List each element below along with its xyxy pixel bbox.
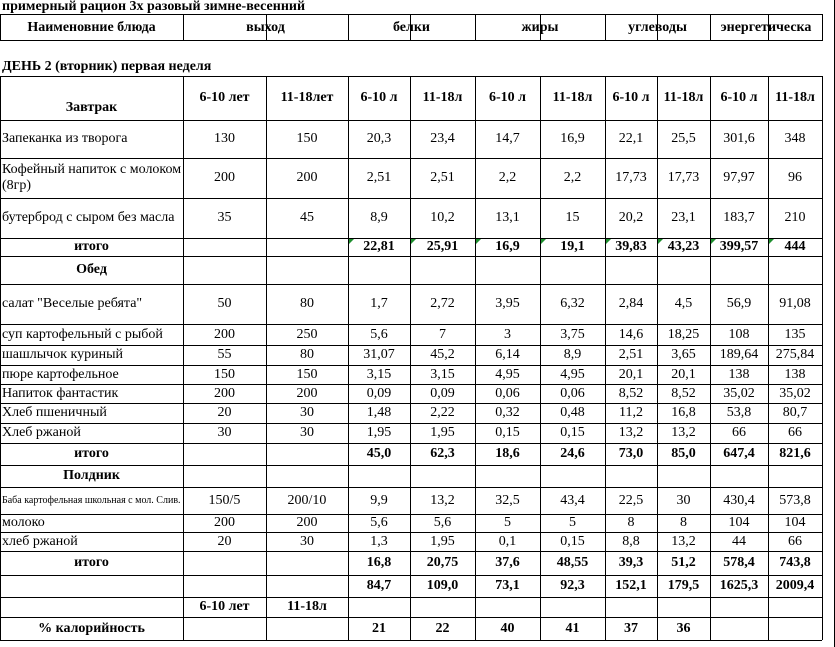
total-value: 73,0	[618, 446, 644, 461]
grid-line	[0, 597, 822, 598]
value-cell: 2,2	[563, 170, 582, 185]
value-cell: 20,1	[671, 366, 696, 382]
value-cell: 200	[214, 326, 235, 342]
dish-name: Напиток фантастик	[2, 385, 119, 401]
value-cell: 1,95	[430, 533, 455, 549]
value-cell: 97,97	[723, 170, 755, 185]
calorie-value: 41	[565, 620, 580, 636]
value-cell: 135	[784, 326, 806, 342]
value-cell: 15	[565, 210, 580, 225]
total-value: 24,6	[560, 446, 585, 461]
value-cell: 32,5	[495, 492, 520, 508]
formula-indicator-icon	[658, 239, 663, 244]
value-cell: 80,7	[782, 405, 808, 420]
value-cell: 31,07	[363, 347, 395, 362]
age-group-header: 6-10 л	[488, 90, 527, 105]
dish-name: Баба картофельная школьная с мол. Слив.	[2, 494, 181, 506]
value-cell: 20,1	[618, 366, 644, 382]
age-group-header: 11-18л	[663, 90, 704, 105]
value-cell: 35,02	[723, 385, 755, 401]
value-cell: 1,95	[430, 425, 455, 440]
value-cell: 22,5	[618, 492, 644, 508]
meal-heading-lunch: Обед	[76, 262, 107, 277]
age-group-header: 11-18л	[775, 90, 815, 105]
value-cell: 1,95	[366, 425, 392, 440]
formula-indicator-icon	[476, 239, 481, 244]
value-cell: 150/5	[208, 492, 241, 508]
age-group-header: 6-10 л	[360, 90, 398, 105]
value-cell: 430,4	[723, 492, 755, 508]
value-cell: 17,73	[615, 170, 647, 185]
value-cell: 0,15	[495, 425, 520, 440]
value-cell: 20,2	[618, 210, 644, 225]
formula-indicator-icon	[711, 239, 716, 244]
value-cell: 53,8	[726, 405, 752, 420]
dish-name: молоко	[2, 515, 45, 530]
value-cell: 30	[676, 492, 691, 508]
total-value: 45,0	[366, 446, 392, 461]
value-cell: 2,84	[618, 296, 644, 311]
value-cell: 20	[217, 405, 232, 420]
value-cell: 44	[732, 533, 746, 549]
value-cell: 50	[217, 296, 232, 311]
grid-line	[0, 640, 822, 641]
total-value: 43,23	[667, 239, 700, 254]
value-cell: 66	[732, 425, 746, 440]
value-cell: 104	[728, 515, 750, 530]
value-cell: 14,6	[618, 326, 644, 342]
total-value: 20,75	[426, 555, 459, 570]
value-cell: 80	[300, 347, 314, 362]
value-cell: 8,52	[671, 385, 696, 401]
value-cell: 2,51	[366, 170, 392, 185]
value-cell: 5	[504, 515, 511, 530]
grid-line	[822, 76, 823, 640]
day-total-value: 92,3	[560, 578, 585, 593]
total-value: 743,8	[779, 555, 811, 570]
value-cell: 1,48	[366, 405, 392, 420]
dish-name: салат "Веселые ребята"	[2, 296, 143, 311]
value-cell: 17,73	[667, 170, 700, 185]
column-header: белки	[392, 19, 431, 35]
value-cell: 301,6	[723, 131, 755, 146]
value-cell: 0,32	[495, 405, 520, 420]
calorie-value: 22	[435, 620, 450, 636]
value-cell: 20	[217, 533, 232, 549]
value-cell: 55	[217, 347, 232, 362]
value-cell: 13,1	[495, 210, 520, 225]
value-cell: 22,1	[618, 131, 644, 146]
total-value: 51,2	[671, 555, 696, 570]
meal-heading-breakfast: Завтрак	[65, 100, 118, 115]
value-cell: 0,15	[560, 533, 585, 549]
value-cell: 138	[784, 366, 806, 382]
value-cell: 13,2	[618, 425, 644, 440]
value-cell: 189,64	[719, 347, 759, 362]
value-cell: 35	[217, 210, 232, 225]
value-cell: 3,15	[430, 366, 455, 382]
total-value: 399,57	[719, 239, 759, 254]
total-value: 444	[784, 239, 806, 254]
value-cell: 80	[300, 296, 314, 311]
total-value: 39,3	[618, 555, 644, 570]
value-cell: 45	[300, 210, 314, 225]
value-cell: 5	[569, 515, 576, 530]
dish-name: бутерброд с сыром без масла	[2, 210, 175, 225]
day-total-value: 84,7	[366, 578, 392, 593]
value-cell: 348	[784, 131, 806, 146]
column-header: жиры	[521, 19, 559, 35]
value-cell: 6,14	[495, 347, 520, 362]
day-total-value: 179,5	[667, 578, 700, 593]
age-group-header: 11-18лет	[280, 90, 334, 105]
value-cell: 3,95	[495, 296, 520, 311]
value-cell: 20,3	[366, 131, 392, 146]
value-cell: 4,95	[495, 366, 520, 382]
value-cell: 45,2	[430, 347, 455, 362]
formula-indicator-icon	[411, 239, 416, 244]
value-cell: 0,1	[498, 533, 517, 549]
meal-heading-snack: Полдник	[63, 468, 120, 483]
age-group-header: 11-18л	[422, 90, 463, 105]
value-cell: 66	[788, 533, 802, 549]
value-cell: 2,72	[430, 296, 455, 311]
value-cell: 200	[214, 385, 235, 401]
value-cell: 13,2	[671, 425, 696, 440]
value-cell: 8,52	[618, 385, 644, 401]
value-cell: 0,06	[495, 385, 520, 401]
value-cell: 30	[217, 425, 232, 440]
value-cell: 0,06	[560, 385, 585, 401]
value-cell: 4,5	[674, 296, 693, 311]
value-cell: 16,9	[560, 131, 585, 146]
value-cell: 130	[214, 131, 235, 146]
age-footer: 6-10 лет	[199, 599, 250, 614]
calorie-label: % калорийность	[38, 620, 145, 636]
value-cell: 200/10	[287, 492, 327, 508]
value-cell: 0,09	[430, 385, 455, 401]
total-value: 647,4	[723, 446, 755, 461]
value-cell: 150	[214, 366, 235, 382]
total-value: 37,6	[495, 555, 520, 570]
value-cell: 8,8	[622, 533, 640, 549]
value-cell: 210	[784, 210, 806, 225]
value-cell: 108	[728, 326, 750, 342]
grid-line	[822, 14, 823, 41]
value-cell: 138	[728, 366, 750, 382]
value-cell: 8,9	[370, 210, 388, 225]
age-group-header: 6-10 лет	[199, 90, 250, 105]
value-cell: 104	[784, 515, 806, 530]
value-cell: 5,6	[433, 515, 452, 530]
dish-name: суп картофельный с рыбой	[2, 326, 163, 342]
value-cell: 16,8	[671, 405, 696, 420]
calorie-value: 37	[624, 620, 638, 636]
total-value: 39,83	[615, 239, 647, 254]
value-cell: 13,2	[671, 533, 696, 549]
value-cell: 5,6	[370, 326, 388, 342]
value-cell: 7	[439, 326, 446, 342]
value-cell: 9,9	[370, 492, 388, 508]
dish-name: Запеканка из творога	[2, 131, 128, 146]
value-cell: 91,08	[779, 296, 811, 311]
sheet-title: примерный рацион 3х разовый зимне-весенний	[2, 0, 306, 14]
value-cell: 56,9	[726, 296, 752, 311]
value-cell: 2,51	[430, 170, 455, 185]
column-header: энергетическа	[720, 19, 812, 35]
value-cell: 3,15	[366, 366, 392, 382]
value-cell: 43,4	[560, 492, 585, 508]
column-header: Наименовние блюда	[27, 19, 156, 35]
value-cell: 3,65	[671, 347, 696, 362]
total-value: 16,8	[366, 555, 392, 570]
value-cell: 3	[504, 326, 511, 342]
value-cell: 200	[296, 515, 318, 530]
value-cell: 30	[300, 425, 314, 440]
total-value: 22,81	[363, 239, 395, 254]
day-total-value: 2009,4	[775, 578, 815, 593]
value-cell: 35,02	[779, 385, 811, 401]
total-label: итого	[74, 239, 109, 254]
dish-name: пюре картофельное	[2, 366, 119, 382]
value-cell: 30	[300, 533, 314, 549]
value-cell: 5,6	[370, 515, 388, 530]
day-heading: ДЕНЬ 2 (вторник) первая неделя	[2, 59, 212, 74]
total-value: 19,1	[560, 239, 585, 254]
value-cell: 275,84	[775, 347, 815, 362]
value-cell: 18,25	[667, 326, 700, 342]
formula-indicator-icon	[349, 239, 354, 244]
value-cell: 200	[296, 170, 318, 185]
value-cell: 3,75	[560, 326, 585, 342]
value-cell: 23,1	[671, 210, 696, 225]
value-cell: 150	[296, 131, 318, 146]
dish-name: хлеб ржаной	[2, 533, 78, 549]
total-value: 16,9	[495, 239, 520, 254]
total-value: 48,55	[556, 555, 589, 570]
value-cell: 8	[627, 515, 635, 530]
age-group-header: 11-18л	[552, 90, 593, 105]
value-cell: 13,2	[430, 492, 455, 508]
total-value: 25,91	[426, 239, 459, 254]
total-value: 578,4	[723, 555, 755, 570]
day-total-value: 73,1	[495, 578, 520, 593]
calorie-value: 36	[676, 620, 691, 636]
age-group-header: 6-10 л	[612, 90, 650, 105]
value-cell: 8	[680, 515, 687, 530]
formula-indicator-icon	[769, 239, 774, 244]
value-cell: 200	[214, 515, 235, 530]
value-cell: 2,51	[618, 347, 644, 362]
value-cell: 23,4	[430, 131, 455, 146]
value-cell: 0,48	[560, 405, 585, 420]
value-cell: 25,5	[671, 131, 696, 146]
value-cell: 6,32	[560, 296, 585, 311]
day-total-value: 1625,3	[719, 578, 759, 593]
value-cell: 0,15	[560, 425, 585, 440]
value-cell: 66	[788, 425, 802, 440]
calorie-value: 40	[500, 620, 515, 636]
value-cell: 200	[296, 385, 318, 401]
value-cell: 1,3	[370, 533, 388, 549]
value-cell: 0,09	[366, 385, 392, 401]
value-cell: 14,7	[495, 131, 520, 146]
column-header: выход	[246, 19, 285, 35]
formula-indicator-icon	[606, 239, 611, 244]
dish-name: шашлычок куриный	[2, 347, 123, 362]
value-cell: 573,8	[779, 492, 811, 508]
dish-name: Кофейный напиток с молоком (8гр)	[2, 162, 182, 193]
calorie-value: 21	[372, 620, 386, 636]
value-cell: 11,2	[619, 405, 643, 420]
day-total-value: 109,0	[426, 578, 459, 593]
total-label: итого	[74, 446, 109, 461]
dish-name: Хлеб ржаной	[2, 425, 81, 440]
total-value: 85,0	[671, 446, 696, 461]
value-cell: 1,7	[370, 296, 388, 311]
age-group-header: 6-10 л	[720, 90, 758, 105]
column-header: углеводы	[628, 19, 687, 35]
total-value: 62,3	[430, 446, 455, 461]
total-value: 18,6	[495, 446, 520, 461]
value-cell: 183,7	[723, 210, 755, 225]
total-value: 821,6	[779, 446, 811, 461]
day-total-value: 152,1	[615, 578, 647, 593]
value-cell: 4,95	[560, 366, 585, 382]
value-cell: 96	[788, 170, 802, 185]
value-cell: 200	[214, 170, 235, 185]
value-cell: 150	[296, 366, 318, 382]
formula-indicator-icon	[541, 239, 546, 244]
value-cell: 2,2	[498, 170, 517, 185]
total-label: итого	[74, 555, 109, 570]
value-cell: 8,9	[563, 347, 582, 362]
value-cell: 2,22	[430, 405, 455, 420]
value-cell: 30	[300, 405, 314, 420]
value-cell: 10,2	[430, 210, 455, 225]
age-footer: 11-18л	[287, 599, 327, 614]
value-cell: 250	[296, 326, 318, 342]
dish-name: Хлеб пшеничный	[2, 405, 107, 420]
